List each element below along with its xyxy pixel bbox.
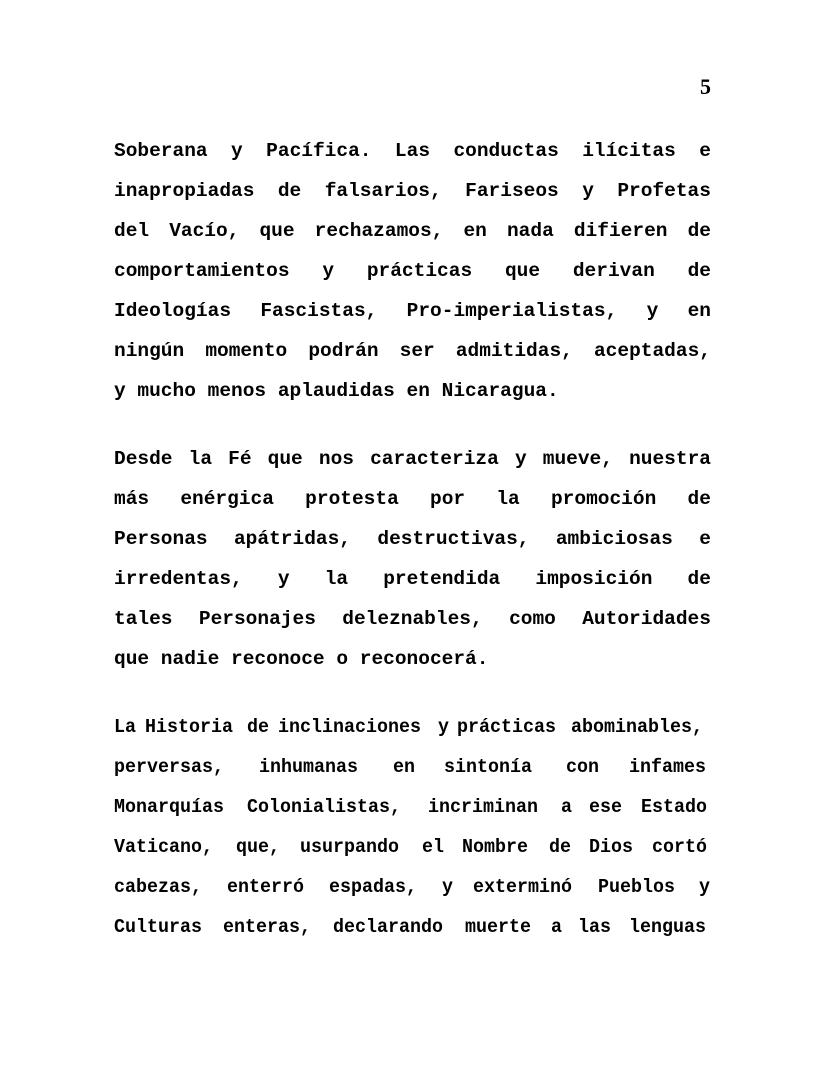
word: nos xyxy=(318,448,354,470)
text-line xyxy=(114,907,711,947)
word: Personajes xyxy=(198,608,316,630)
word: a xyxy=(561,796,573,818)
word: Pueblos xyxy=(597,876,675,898)
text-line xyxy=(114,787,711,827)
word: espadas, xyxy=(328,876,417,898)
word: Las xyxy=(394,140,431,162)
word: Fariseos xyxy=(465,180,559,202)
word: lenguas xyxy=(629,916,707,938)
word: Personas xyxy=(114,528,208,550)
word: falsarios, xyxy=(324,180,442,202)
word: prácticas xyxy=(457,716,557,738)
word: inclinaciones xyxy=(277,716,421,738)
word: la xyxy=(496,488,520,510)
word: Colonialistas, xyxy=(247,796,402,818)
word: Culturas xyxy=(114,916,203,938)
word: nuestra xyxy=(629,448,711,470)
word: y xyxy=(437,716,449,738)
word: y xyxy=(699,876,711,898)
word: como xyxy=(509,608,556,630)
word: caracteriza xyxy=(370,448,499,470)
word: nada xyxy=(506,220,554,242)
word: cortó xyxy=(652,836,708,858)
word: apátridas, xyxy=(233,528,352,550)
word: perversas, xyxy=(114,756,225,778)
word: infames xyxy=(629,756,707,778)
word: de xyxy=(687,568,711,590)
text-line xyxy=(114,747,711,787)
word: y xyxy=(514,448,527,470)
word: en xyxy=(463,220,487,242)
word: que nadie reconoce o reconocerá. xyxy=(114,648,489,670)
word: Nombre xyxy=(461,836,528,858)
word: irredentas, xyxy=(114,568,243,590)
word: la xyxy=(188,448,213,470)
word: Fé xyxy=(228,448,252,470)
word: Historia xyxy=(145,716,234,738)
word: aceptadas, xyxy=(593,340,711,362)
word: inhumanas xyxy=(259,756,359,778)
word: enterró xyxy=(227,876,305,898)
text-line xyxy=(114,599,711,639)
word: abominables, xyxy=(570,716,703,738)
word: conductas xyxy=(453,140,559,162)
text-line xyxy=(114,251,711,291)
word: inapropiadas xyxy=(114,180,255,202)
word: destructivas, xyxy=(377,528,530,550)
word: que xyxy=(267,448,303,470)
text-line xyxy=(114,171,711,211)
word: podrán xyxy=(308,340,379,362)
word: promoción xyxy=(550,488,657,510)
word: de xyxy=(277,180,302,202)
word: declarando xyxy=(332,916,443,938)
word: y xyxy=(646,300,659,322)
word: con xyxy=(565,756,599,778)
word: Soberana xyxy=(114,140,208,162)
word: de xyxy=(687,488,711,510)
word: Vaticano, xyxy=(114,836,214,858)
text-line xyxy=(114,211,711,251)
text-line xyxy=(114,371,711,411)
word: e xyxy=(699,140,711,162)
word: por xyxy=(430,488,466,510)
word: difieren xyxy=(573,220,668,242)
text-line xyxy=(114,559,711,599)
word: de xyxy=(687,220,711,242)
text-line xyxy=(114,479,711,519)
word: en xyxy=(687,300,711,322)
word: prácticas xyxy=(366,260,473,282)
word: mueve, xyxy=(542,448,613,470)
word: enérgica xyxy=(180,488,274,510)
paragraph xyxy=(114,131,711,411)
word: pretendida xyxy=(383,568,501,590)
word: admitidas, xyxy=(455,340,573,362)
word: de xyxy=(548,836,571,858)
word: de xyxy=(246,716,269,738)
word: el xyxy=(421,836,444,858)
word: que xyxy=(259,220,295,242)
word: comportamientos xyxy=(114,260,290,282)
word: y xyxy=(277,568,290,590)
paragraph xyxy=(114,707,711,947)
word: Ideologías xyxy=(114,300,232,322)
word: a xyxy=(551,916,563,938)
word: y xyxy=(322,260,335,282)
text-line xyxy=(114,291,711,331)
word: Autoridades xyxy=(582,608,711,630)
word: que, xyxy=(236,836,281,858)
word: Pacífica. xyxy=(266,140,372,162)
word: y xyxy=(582,180,594,202)
word: incriminan xyxy=(427,796,538,818)
text-line xyxy=(114,707,711,747)
text-line xyxy=(114,519,711,559)
word: en xyxy=(392,756,415,778)
word: Dios xyxy=(588,836,633,858)
word: tales xyxy=(114,608,173,630)
word: e xyxy=(699,528,711,550)
word: del xyxy=(114,220,150,242)
word: muerte xyxy=(465,916,532,938)
word: imposición xyxy=(535,568,653,590)
word: sintonía xyxy=(444,756,533,778)
word: exterminó xyxy=(472,876,572,898)
word: Monarquías xyxy=(114,796,225,818)
word: la xyxy=(324,568,349,590)
document-body xyxy=(114,131,711,947)
word: cabezas, xyxy=(114,876,203,898)
text-line xyxy=(114,867,711,907)
word: ambiciosas xyxy=(555,528,673,550)
text-line xyxy=(114,827,711,867)
word: y xyxy=(231,140,243,162)
word: protesta xyxy=(305,488,399,510)
word: Vacío, xyxy=(169,220,240,242)
word: Estado xyxy=(640,796,707,818)
text-line xyxy=(114,439,711,479)
page-number: 5 xyxy=(700,74,711,99)
word: Desde xyxy=(114,448,173,470)
word: La xyxy=(114,716,137,738)
word: derivan xyxy=(572,260,655,282)
word: rechazamos, xyxy=(314,220,444,242)
word: que xyxy=(504,260,541,282)
word: usurpando xyxy=(299,836,399,858)
word: momento xyxy=(205,340,288,362)
word: ser xyxy=(399,340,435,362)
word: y mucho menos aplaudidas en Nicaragua. xyxy=(114,380,559,402)
word: Fascistas, xyxy=(260,300,378,322)
word: enteras, xyxy=(223,916,312,938)
word: ningún xyxy=(114,340,185,362)
word: ilícitas xyxy=(582,140,676,162)
word: ese xyxy=(589,796,623,818)
text-line xyxy=(114,131,711,171)
text-line xyxy=(114,639,711,679)
word: y xyxy=(441,876,453,898)
word: de xyxy=(687,260,711,282)
text-line xyxy=(114,331,711,371)
word: Pro-imperialistas, xyxy=(406,300,618,322)
word: Profetas xyxy=(617,180,711,202)
word: más xyxy=(114,488,150,510)
word: las xyxy=(578,916,612,938)
paragraph xyxy=(114,439,711,679)
word: deleznables, xyxy=(342,608,483,630)
